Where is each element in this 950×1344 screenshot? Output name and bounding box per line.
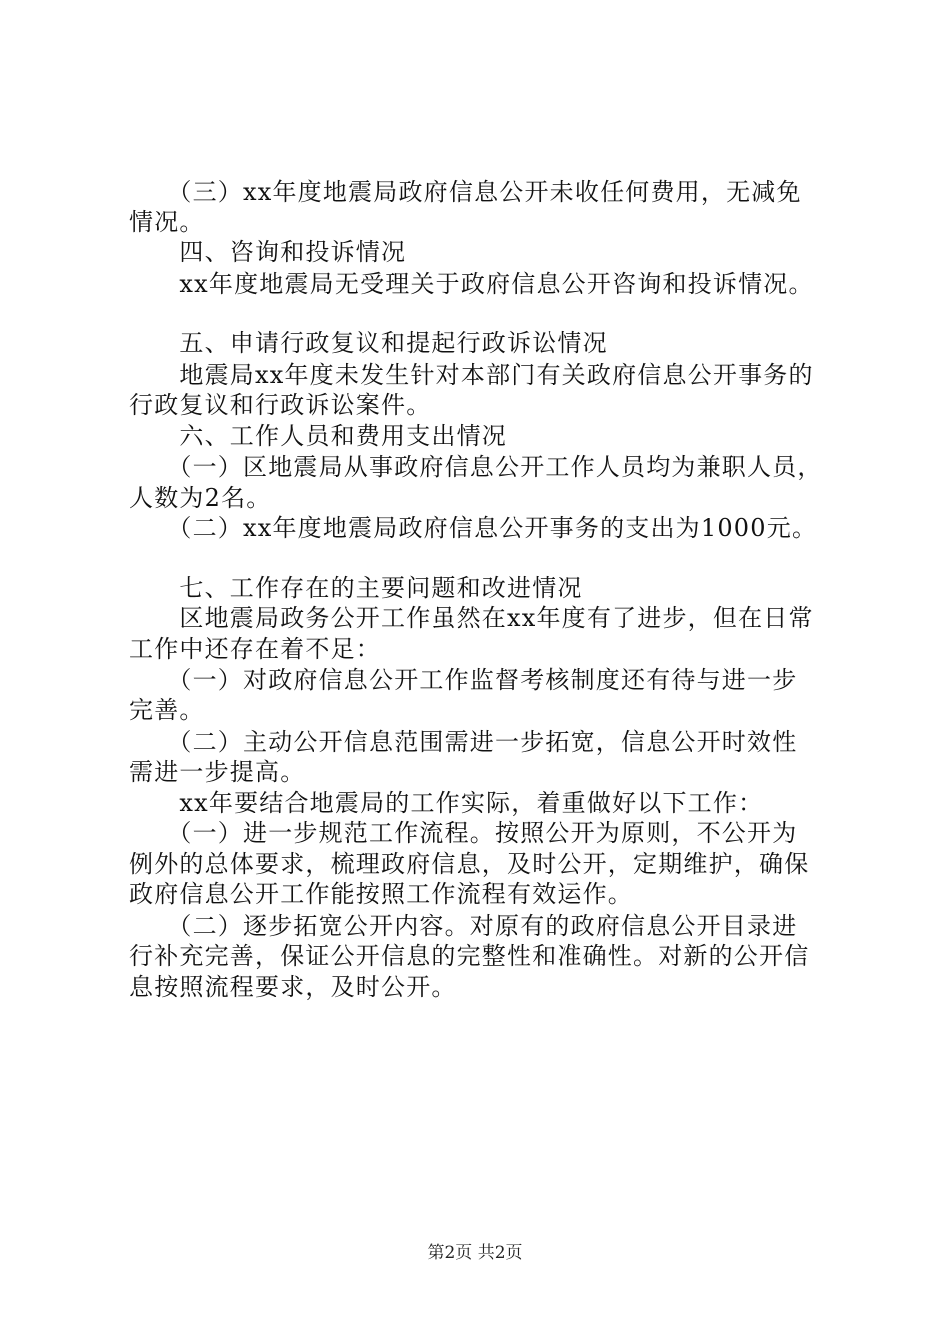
- section-heading: 四、咨询和投诉情况: [129, 238, 407, 266]
- text-line: xx年要结合地震局的工作实际，着重做好以下工作：: [129, 789, 764, 817]
- text-line: （一）进一步规范工作流程。按照公开为原则，不公开为: [129, 819, 798, 847]
- text-line: xx年度地震局无受理关于政府信息公开咨询和投诉情况。: [129, 270, 814, 298]
- text-line: 人数为2名。: [129, 484, 272, 512]
- text-line: （二）主动公开信息范围需进一步拓宽，信息公开时效性: [129, 728, 798, 756]
- text-line: 工作中还存在着不足：: [129, 635, 381, 663]
- text-line: （一）区地震局从事政府信息公开工作人员均为兼职人员，: [129, 453, 823, 481]
- text-line: 息按照流程要求，及时公开。: [129, 973, 457, 1001]
- section-heading: 七、工作存在的主要问题和改进情况: [129, 574, 583, 602]
- section-heading: 六、工作人员和费用支出情况: [129, 422, 507, 450]
- page-footer: 第2页 共2页: [427, 1243, 523, 1263]
- text-line: 行政复议和行政诉讼案件。: [129, 391, 432, 419]
- text-line: 地震局xx年度未发生针对本部门有关政府信息公开事务的: [129, 361, 814, 389]
- text-line: 政府信息公开工作能按照工作流程有效运作。: [129, 880, 633, 908]
- text-line: 行补充完善，保证公开信息的完整性和准确性。对新的公开信: [129, 942, 810, 970]
- text-line: （二）逐步拓宽公开内容。对原有的政府信息公开目录进: [129, 912, 798, 940]
- text-line: （二）xx年度地震局政府信息公开事务的支出为1000元。: [129, 514, 818, 542]
- text-line: 需进一步提高。: [129, 758, 306, 786]
- text-line: （一）对政府信息公开工作监督考核制度还有待与进一步: [129, 666, 798, 694]
- text-line: 区地震局政务公开工作虽然在xx年度有了进步，但在日常: [129, 604, 814, 632]
- text-line: 情况。: [129, 208, 205, 236]
- text-line: 完善。: [129, 696, 205, 724]
- text-line: 例外的总体要求，梳理政府信息，及时公开，定期维护，确保: [129, 850, 810, 878]
- text-line: （三）xx年度地震局政府信息公开未收任何费用，无减免: [129, 178, 802, 206]
- section-heading: 五、申请行政复议和提起行政诉讼情况: [129, 329, 608, 357]
